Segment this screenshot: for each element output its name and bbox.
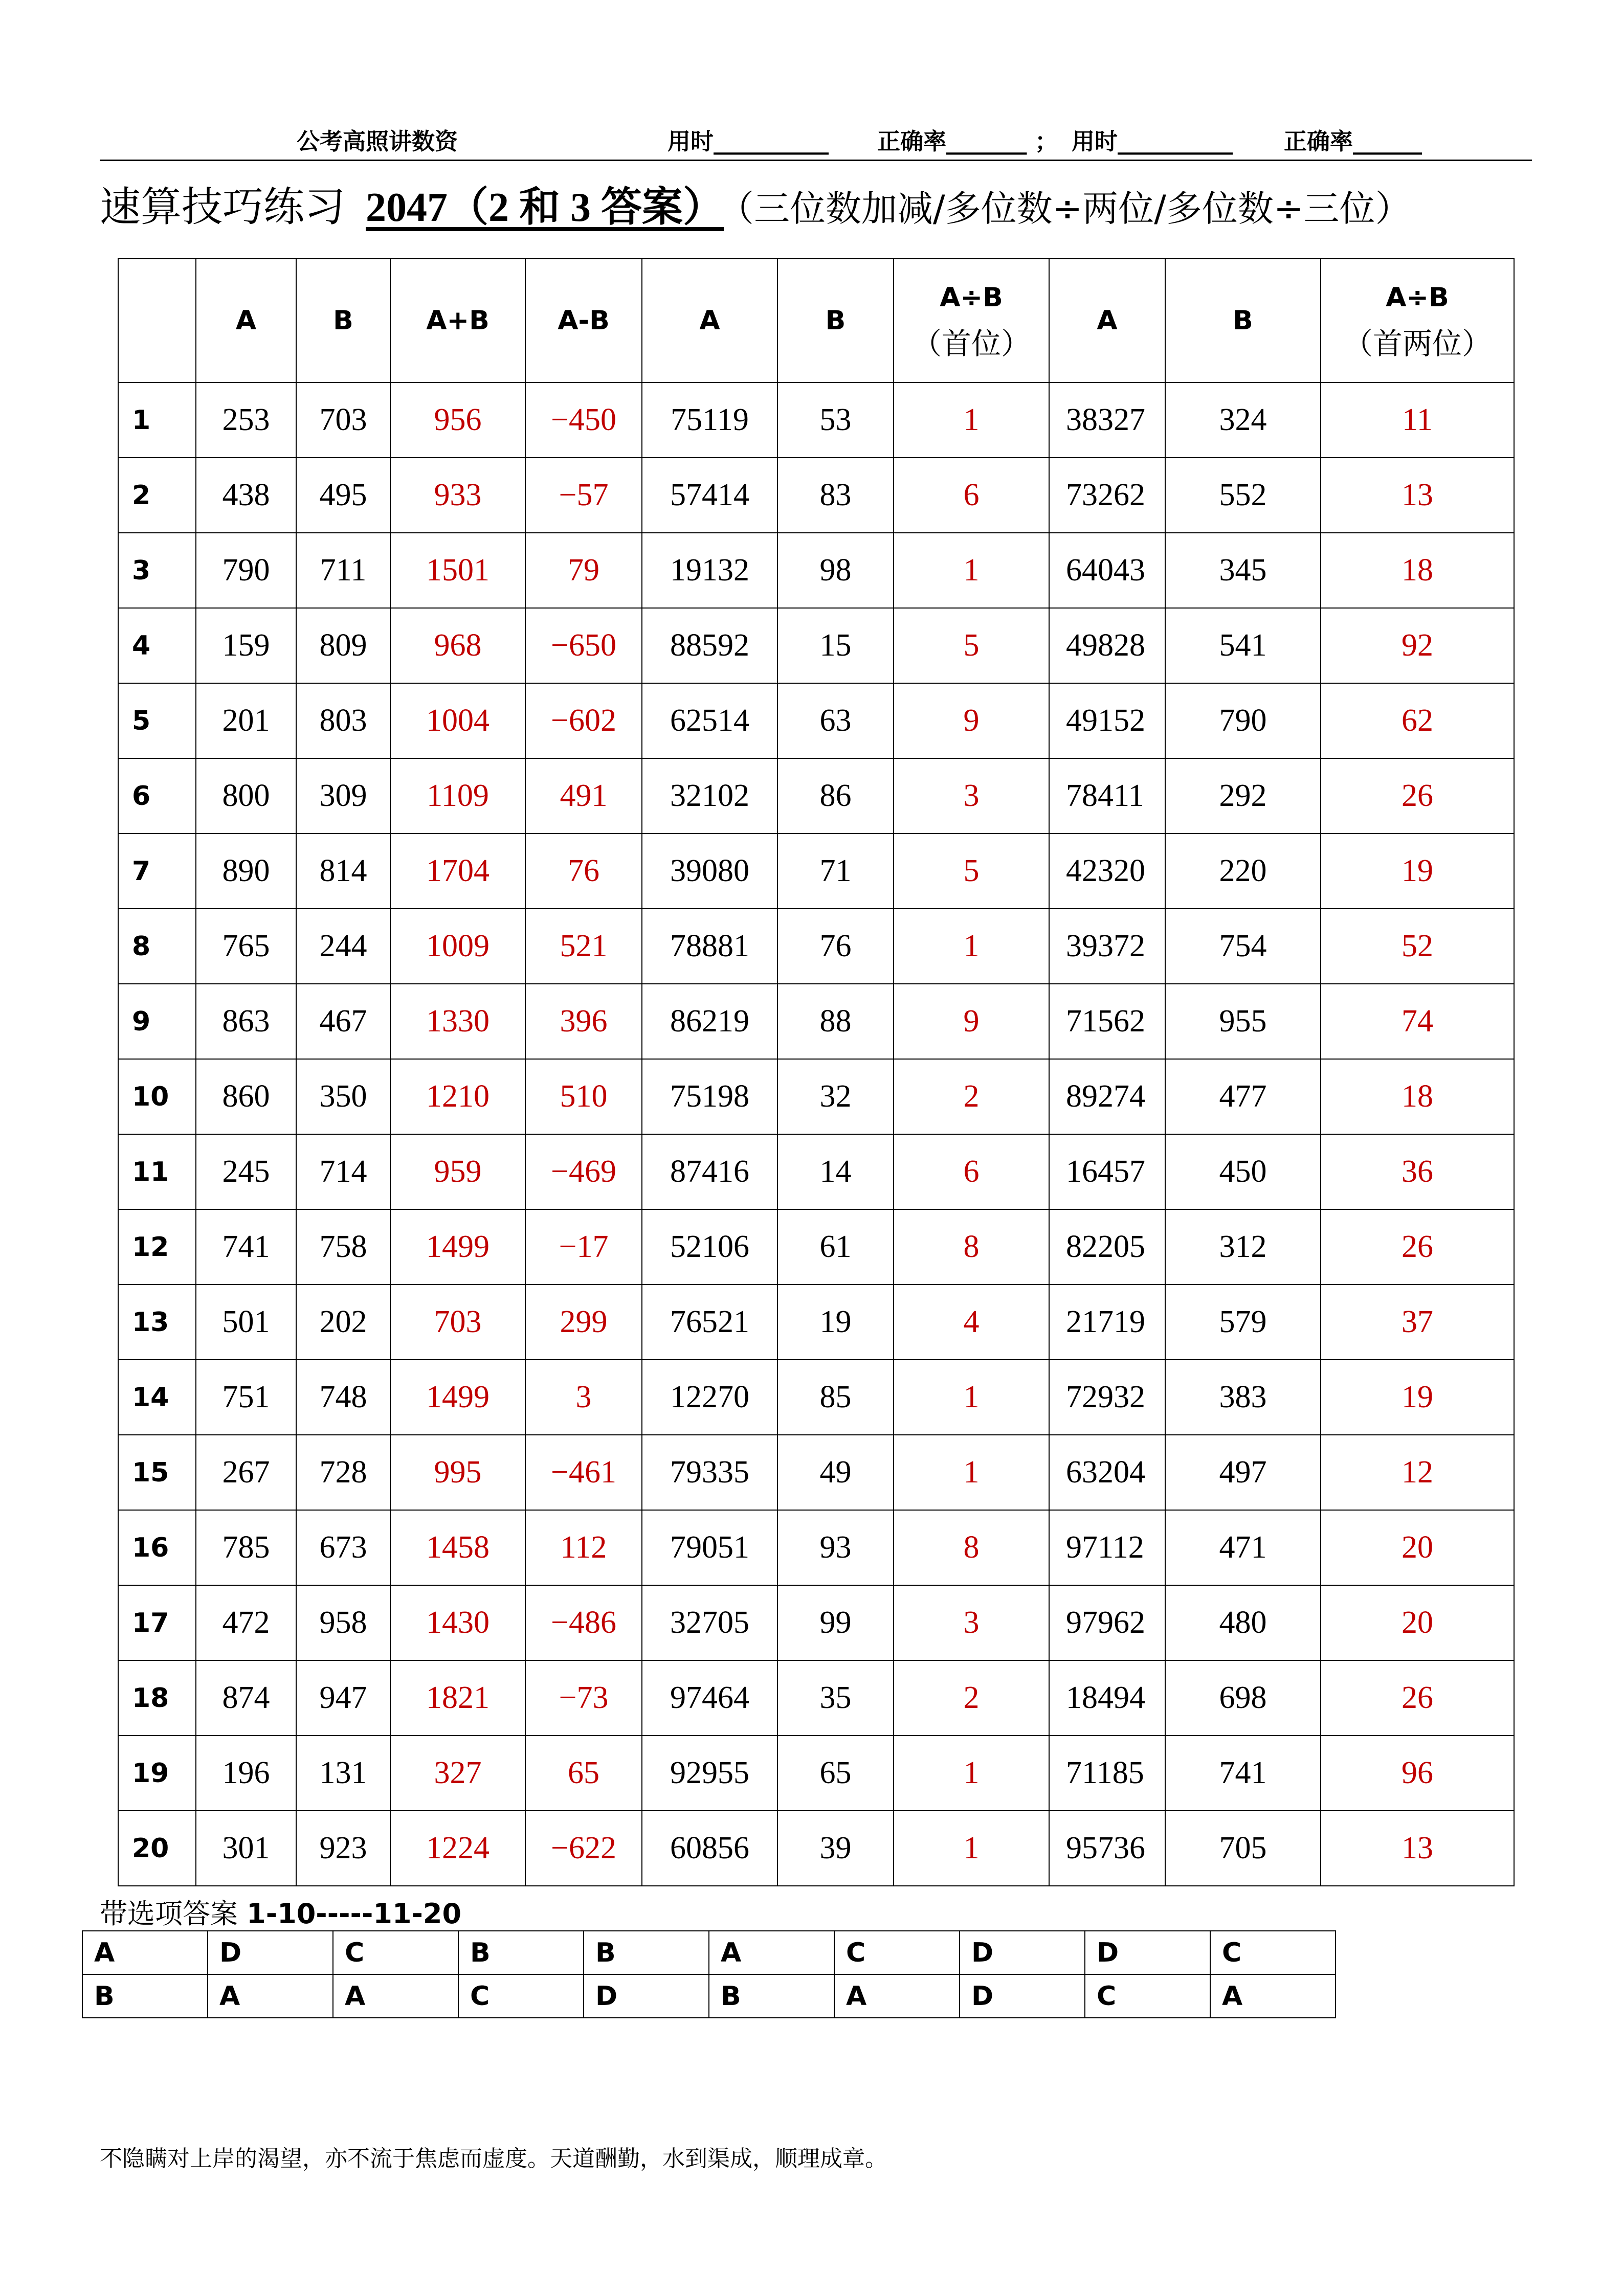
answer-cell: 956 xyxy=(390,382,525,458)
option-cell: D xyxy=(584,1974,709,2018)
answer-cell: 1009 xyxy=(390,909,525,984)
answer-cell: 2 xyxy=(894,1059,1049,1134)
value-cell: 42320 xyxy=(1049,834,1165,909)
value-cell: 765 xyxy=(196,909,296,984)
answer-cell: 6 xyxy=(894,458,1049,533)
option-cell: A xyxy=(82,1931,208,1974)
title-main: 速算技巧练习 xyxy=(100,183,345,231)
option-cell: A xyxy=(834,1974,960,2018)
row-index: 18 xyxy=(118,1660,196,1736)
header-b1: B xyxy=(296,259,390,382)
value-cell: 923 xyxy=(296,1811,390,1886)
answer-cell: 9 xyxy=(894,984,1049,1059)
options-title-text: 带选项答案 xyxy=(100,1898,238,1930)
answer-cell: 510 xyxy=(525,1059,642,1134)
answer-cell: 1224 xyxy=(390,1811,525,1886)
value-cell: 53 xyxy=(777,382,894,458)
value-cell: 88 xyxy=(777,984,894,1059)
header-div2 xyxy=(1321,259,1514,382)
value-cell: 95736 xyxy=(1049,1811,1165,1886)
value-cell: 579 xyxy=(1165,1285,1321,1360)
header-divider xyxy=(100,160,1532,161)
answer-cell: 92 xyxy=(1321,608,1514,683)
value-cell: 78411 xyxy=(1049,758,1165,834)
answer-cell: 1704 xyxy=(390,834,525,909)
answer-cell: −486 xyxy=(525,1585,642,1660)
answer-cell: 5 xyxy=(894,608,1049,683)
practice-table xyxy=(118,258,1515,1886)
option-cell: C xyxy=(834,1931,960,1974)
value-cell: 438 xyxy=(196,458,296,533)
answer-cell: 19 xyxy=(1321,834,1514,909)
options-row xyxy=(82,1974,1336,2018)
value-cell: 714 xyxy=(296,1134,390,1209)
row-index: 19 xyxy=(118,1736,196,1811)
value-cell: 471 xyxy=(1165,1510,1321,1585)
answer-cell: 1109 xyxy=(390,758,525,834)
value-cell: 196 xyxy=(196,1736,296,1811)
option-cell: D xyxy=(208,1931,333,1974)
row-index: 14 xyxy=(118,1360,196,1435)
answer-cell: 11 xyxy=(1321,382,1514,458)
option-cell: C xyxy=(1085,1974,1210,2018)
option-cell: A xyxy=(709,1931,834,1974)
answer-cell: 62 xyxy=(1321,683,1514,758)
value-cell: 49152 xyxy=(1049,683,1165,758)
option-cell: B xyxy=(458,1931,584,1974)
page-title xyxy=(100,179,1558,237)
answer-cell: −622 xyxy=(525,1811,642,1886)
table-row xyxy=(118,758,1514,834)
value-cell: 220 xyxy=(1165,834,1321,909)
value-cell: 72932 xyxy=(1049,1360,1165,1435)
title-subtitle: （三位数加减/多位数÷两位/多位数÷三位） xyxy=(736,188,1411,230)
value-cell: 292 xyxy=(1165,758,1321,834)
answer-cell: 5 xyxy=(894,834,1049,909)
value-cell: 345 xyxy=(1165,533,1321,608)
value-cell: 383 xyxy=(1165,1360,1321,1435)
answer-cell: 3 xyxy=(894,1585,1049,1660)
value-cell: 159 xyxy=(196,608,296,683)
answer-cell: 1330 xyxy=(390,984,525,1059)
value-cell: 87416 xyxy=(642,1134,777,1209)
value-cell: 63204 xyxy=(1049,1435,1165,1510)
header-b3: B xyxy=(1165,259,1321,382)
option-cell: A xyxy=(1210,1974,1336,2018)
value-cell: 541 xyxy=(1165,608,1321,683)
value-cell: 32 xyxy=(777,1059,894,1134)
options-table xyxy=(82,1930,1336,2018)
value-cell: 71562 xyxy=(1049,984,1165,1059)
table-row xyxy=(118,1811,1514,1886)
row-index: 12 xyxy=(118,1209,196,1285)
answer-cell: −469 xyxy=(525,1134,642,1209)
value-cell: 32102 xyxy=(642,758,777,834)
value-cell: 958 xyxy=(296,1585,390,1660)
answer-cell: 1 xyxy=(894,382,1049,458)
table-row xyxy=(118,834,1514,909)
value-cell: 758 xyxy=(296,1209,390,1285)
answer-cell: 112 xyxy=(525,1510,642,1585)
answer-cell: 18 xyxy=(1321,533,1514,608)
row-index: 6 xyxy=(118,758,196,834)
header-b2: B xyxy=(777,259,894,382)
answer-cell: 3 xyxy=(525,1360,642,1435)
value-cell: 785 xyxy=(196,1510,296,1585)
answer-cell: 1499 xyxy=(390,1209,525,1285)
value-cell: 874 xyxy=(196,1660,296,1736)
answer-cell: 9 xyxy=(894,683,1049,758)
value-cell: 711 xyxy=(296,533,390,608)
value-cell: 97962 xyxy=(1049,1585,1165,1660)
row-index: 7 xyxy=(118,834,196,909)
options-title xyxy=(100,1892,461,1931)
table-row xyxy=(118,1059,1514,1134)
value-cell: 32705 xyxy=(642,1585,777,1660)
value-cell: 703 xyxy=(296,382,390,458)
answer-cell: 1 xyxy=(894,1435,1049,1510)
value-cell: 18494 xyxy=(1049,1660,1165,1736)
answer-cell: 299 xyxy=(525,1285,642,1360)
option-cell: B xyxy=(584,1931,709,1974)
value-cell: 16457 xyxy=(1049,1134,1165,1209)
value-cell: 253 xyxy=(196,382,296,458)
value-cell: 450 xyxy=(1165,1134,1321,1209)
table-row xyxy=(118,382,1514,458)
value-cell: 38327 xyxy=(1049,382,1165,458)
table-row xyxy=(118,1585,1514,1660)
header-rate-2: 正确率______ xyxy=(1284,128,1422,155)
value-cell: 86 xyxy=(777,758,894,834)
header-div1-note: （首位） xyxy=(911,326,1031,361)
value-cell: 63 xyxy=(777,683,894,758)
option-cell: D xyxy=(960,1931,1085,1974)
value-cell: 60856 xyxy=(642,1811,777,1886)
value-cell: 99 xyxy=(777,1585,894,1660)
value-cell: 245 xyxy=(196,1134,296,1209)
answer-cell: 8 xyxy=(894,1209,1049,1285)
answer-cell: 491 xyxy=(525,758,642,834)
value-cell: 19132 xyxy=(642,533,777,608)
table-row xyxy=(118,1660,1514,1736)
value-cell: 741 xyxy=(1165,1736,1321,1811)
value-cell: 480 xyxy=(1165,1585,1321,1660)
value-cell: 71 xyxy=(777,834,894,909)
value-cell: 495 xyxy=(296,458,390,533)
answer-cell: 1 xyxy=(894,1360,1049,1435)
title-code: 2047（2 和 3 答案） xyxy=(366,185,724,230)
row-index: 5 xyxy=(118,683,196,758)
value-cell: 83 xyxy=(777,458,894,533)
value-cell: 76521 xyxy=(642,1285,777,1360)
value-cell: 860 xyxy=(196,1059,296,1134)
value-cell: 86219 xyxy=(642,984,777,1059)
value-cell: 497 xyxy=(1165,1435,1321,1510)
value-cell: 64043 xyxy=(1049,533,1165,608)
answer-cell: 1210 xyxy=(390,1059,525,1134)
row-index: 11 xyxy=(118,1134,196,1209)
value-cell: 947 xyxy=(296,1660,390,1736)
answer-cell: 2 xyxy=(894,1660,1049,1736)
value-cell: 741 xyxy=(196,1209,296,1285)
value-cell: 467 xyxy=(296,984,390,1059)
value-cell: 890 xyxy=(196,834,296,909)
answer-cell: 26 xyxy=(1321,1660,1514,1736)
value-cell: 751 xyxy=(196,1360,296,1435)
answer-cell: 968 xyxy=(390,608,525,683)
row-index: 20 xyxy=(118,1811,196,1886)
answer-cell: 65 xyxy=(525,1736,642,1811)
value-cell: 201 xyxy=(196,683,296,758)
value-cell: 803 xyxy=(296,683,390,758)
value-cell: 98 xyxy=(777,533,894,608)
answer-cell: 26 xyxy=(1321,758,1514,834)
answer-cell: 19 xyxy=(1321,1360,1514,1435)
answer-cell: −602 xyxy=(525,683,642,758)
value-cell: 301 xyxy=(196,1811,296,1886)
answer-cell: −650 xyxy=(525,608,642,683)
footer-quote: 不隐瞒对上岸的渴望，亦不流于焦虑而虚度。天道酬勤，水到渠成，顺理成章。 xyxy=(100,2146,887,2172)
value-cell: 955 xyxy=(1165,984,1321,1059)
row-index: 15 xyxy=(118,1435,196,1510)
value-cell: 202 xyxy=(296,1285,390,1360)
value-cell: 49 xyxy=(777,1435,894,1510)
value-cell: 21719 xyxy=(1049,1285,1165,1360)
value-cell: 89274 xyxy=(1049,1059,1165,1134)
answer-cell: 13 xyxy=(1321,458,1514,533)
option-cell: B xyxy=(82,1974,208,2018)
answer-cell: 36 xyxy=(1321,1134,1514,1209)
value-cell: 97112 xyxy=(1049,1510,1165,1585)
value-cell: 673 xyxy=(296,1510,390,1585)
value-cell: 71185 xyxy=(1049,1736,1165,1811)
table-row xyxy=(118,1285,1514,1360)
header-time-2: 用时__________ xyxy=(1072,128,1233,155)
header-div2-note: （首两位） xyxy=(1343,326,1492,361)
value-cell: 75198 xyxy=(642,1059,777,1134)
answer-cell: −461 xyxy=(525,1435,642,1510)
answer-cell: −17 xyxy=(525,1209,642,1285)
table-header-row xyxy=(118,259,1514,382)
value-cell: 312 xyxy=(1165,1209,1321,1285)
value-cell: 790 xyxy=(196,533,296,608)
header-a1: A xyxy=(196,259,296,382)
answer-cell: 1821 xyxy=(390,1660,525,1736)
table-row xyxy=(118,1134,1514,1209)
value-cell: 92955 xyxy=(642,1736,777,1811)
value-cell: 35 xyxy=(777,1660,894,1736)
table-row xyxy=(118,608,1514,683)
value-cell: 754 xyxy=(1165,909,1321,984)
row-index: 4 xyxy=(118,608,196,683)
table-row xyxy=(118,1736,1514,1811)
value-cell: 75119 xyxy=(642,382,777,458)
value-cell: 93 xyxy=(777,1510,894,1585)
value-cell: 501 xyxy=(196,1285,296,1360)
answer-cell: 327 xyxy=(390,1736,525,1811)
options-title-range: 1-10-----11-20 xyxy=(247,1898,462,1930)
value-cell: 552 xyxy=(1165,458,1321,533)
table-row xyxy=(118,1209,1514,1285)
value-cell: 244 xyxy=(296,909,390,984)
answer-cell: 52 xyxy=(1321,909,1514,984)
option-cell: A xyxy=(333,1974,458,2018)
answer-cell: 1 xyxy=(894,909,1049,984)
row-index: 9 xyxy=(118,984,196,1059)
option-cell: B xyxy=(709,1974,834,2018)
answer-cell: 1 xyxy=(894,533,1049,608)
answer-cell: 13 xyxy=(1321,1811,1514,1886)
value-cell: 698 xyxy=(1165,1660,1321,1736)
row-index: 2 xyxy=(118,458,196,533)
row-index: 8 xyxy=(118,909,196,984)
header-sum: A+B xyxy=(390,259,525,382)
table-row xyxy=(118,533,1514,608)
header-time-1: 用时__________ xyxy=(668,128,829,155)
answer-cell: 96 xyxy=(1321,1736,1514,1811)
answer-cell: −73 xyxy=(525,1660,642,1736)
value-cell: 76 xyxy=(777,909,894,984)
value-cell: 324 xyxy=(1165,382,1321,458)
answer-cell: 703 xyxy=(390,1285,525,1360)
answer-cell: 18 xyxy=(1321,1059,1514,1134)
answer-cell: 1 xyxy=(894,1811,1049,1886)
option-cell: C xyxy=(458,1974,584,2018)
answer-cell: 79 xyxy=(525,533,642,608)
answer-cell: 396 xyxy=(525,984,642,1059)
table-row xyxy=(118,909,1514,984)
header-rate-1: 正确率_______ ； xyxy=(877,128,1058,155)
row-index: 10 xyxy=(118,1059,196,1134)
answer-cell: 521 xyxy=(525,909,642,984)
row-index: 17 xyxy=(118,1585,196,1660)
answer-cell: 1501 xyxy=(390,533,525,608)
answer-cell: 6 xyxy=(894,1134,1049,1209)
header-brand: 公考高照讲数资 xyxy=(297,128,458,155)
header-div2-label: A÷B xyxy=(1386,282,1449,313)
value-cell: 472 xyxy=(196,1585,296,1660)
value-cell: 39372 xyxy=(1049,909,1165,984)
answer-cell: 20 xyxy=(1321,1510,1514,1585)
table-row xyxy=(118,1435,1514,1510)
options-row xyxy=(82,1931,1336,1974)
answer-cell: 1458 xyxy=(390,1510,525,1585)
answer-cell: 1004 xyxy=(390,683,525,758)
value-cell: 800 xyxy=(196,758,296,834)
value-cell: 131 xyxy=(296,1736,390,1811)
answer-cell: 1499 xyxy=(390,1360,525,1435)
value-cell: 57414 xyxy=(642,458,777,533)
header-div1 xyxy=(894,259,1049,382)
row-index: 16 xyxy=(118,1510,196,1585)
value-cell: 79335 xyxy=(642,1435,777,1510)
value-cell: 309 xyxy=(296,758,390,834)
table-row xyxy=(118,683,1514,758)
answer-cell: −450 xyxy=(525,382,642,458)
answer-cell: 933 xyxy=(390,458,525,533)
answer-cell: 4 xyxy=(894,1285,1049,1360)
value-cell: 705 xyxy=(1165,1811,1321,1886)
value-cell: 62514 xyxy=(642,683,777,758)
value-cell: 39 xyxy=(777,1811,894,1886)
answer-cell: 8 xyxy=(894,1510,1049,1585)
value-cell: 52106 xyxy=(642,1209,777,1285)
value-cell: 82205 xyxy=(1049,1209,1165,1285)
option-cell: C xyxy=(333,1931,458,1974)
table-row xyxy=(118,1510,1514,1585)
answer-cell: 3 xyxy=(894,758,1049,834)
table-row xyxy=(118,458,1514,533)
value-cell: 61 xyxy=(777,1209,894,1285)
value-cell: 78881 xyxy=(642,909,777,984)
value-cell: 477 xyxy=(1165,1059,1321,1134)
value-cell: 12270 xyxy=(642,1360,777,1435)
row-index: 13 xyxy=(118,1285,196,1360)
answer-cell: 37 xyxy=(1321,1285,1514,1360)
header-diff: A-B xyxy=(525,259,642,382)
answer-cell: 959 xyxy=(390,1134,525,1209)
header-a2: A xyxy=(642,259,777,382)
answer-cell: 74 xyxy=(1321,984,1514,1059)
value-cell: 65 xyxy=(777,1736,894,1811)
value-cell: 88592 xyxy=(642,608,777,683)
table-row xyxy=(118,984,1514,1059)
answer-cell: 76 xyxy=(525,834,642,909)
header-index xyxy=(118,259,196,382)
option-cell: D xyxy=(1085,1931,1210,1974)
answer-cell: 995 xyxy=(390,1435,525,1510)
value-cell: 85 xyxy=(777,1360,894,1435)
row-index: 3 xyxy=(118,533,196,608)
answer-cell: 1 xyxy=(894,1736,1049,1811)
value-cell: 748 xyxy=(296,1360,390,1435)
value-cell: 14 xyxy=(777,1134,894,1209)
header-a3: A xyxy=(1049,259,1165,382)
value-cell: 73262 xyxy=(1049,458,1165,533)
option-cell: C xyxy=(1210,1931,1336,1974)
value-cell: 49828 xyxy=(1049,608,1165,683)
answer-cell: 12 xyxy=(1321,1435,1514,1510)
option-cell: A xyxy=(208,1974,333,2018)
answer-cell: −57 xyxy=(525,458,642,533)
answer-cell: 20 xyxy=(1321,1585,1514,1660)
answer-cell: 1430 xyxy=(390,1585,525,1660)
row-index: 1 xyxy=(118,382,196,458)
value-cell: 728 xyxy=(296,1435,390,1510)
value-cell: 809 xyxy=(296,608,390,683)
value-cell: 863 xyxy=(196,984,296,1059)
value-cell: 19 xyxy=(777,1285,894,1360)
header-div1-label: A÷B xyxy=(940,282,1003,313)
value-cell: 39080 xyxy=(642,834,777,909)
table-row xyxy=(118,1360,1514,1435)
header-line xyxy=(100,123,1532,153)
value-cell: 814 xyxy=(296,834,390,909)
value-cell: 350 xyxy=(296,1059,390,1134)
value-cell: 97464 xyxy=(642,1660,777,1736)
value-cell: 79051 xyxy=(642,1510,777,1585)
value-cell: 15 xyxy=(777,608,894,683)
value-cell: 267 xyxy=(196,1435,296,1510)
option-cell: D xyxy=(960,1974,1085,2018)
value-cell: 790 xyxy=(1165,683,1321,758)
answer-cell: 26 xyxy=(1321,1209,1514,1285)
